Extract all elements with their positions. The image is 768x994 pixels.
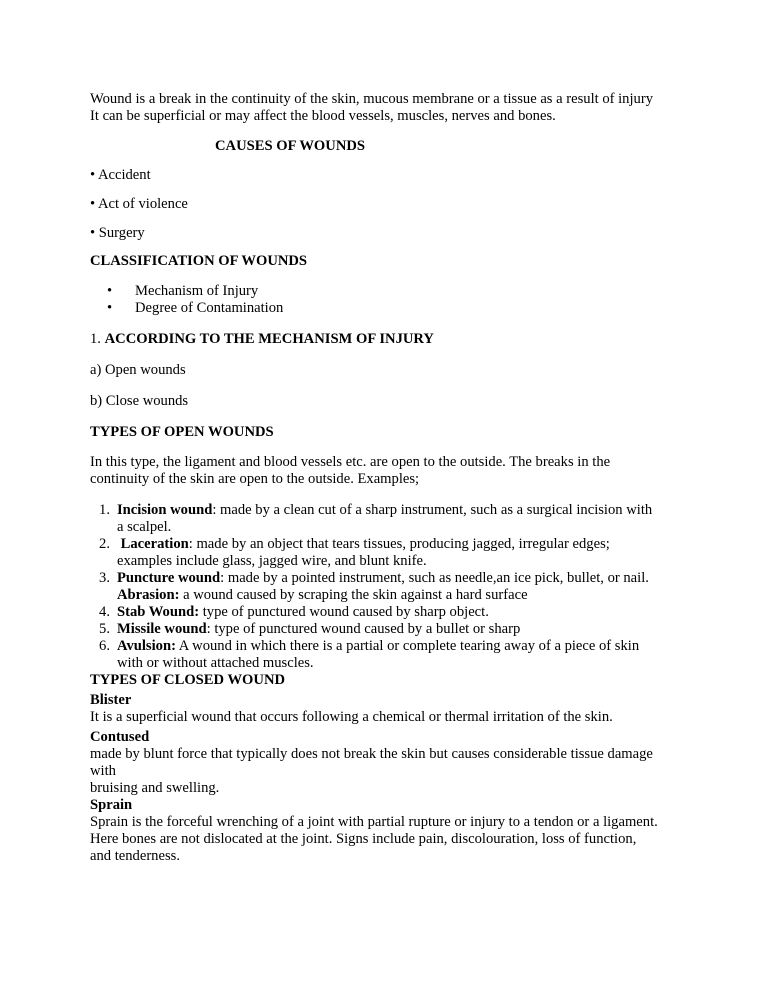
bullet-icon: • <box>90 167 96 183</box>
item-desc: made by a clean cut of a sharp instrument, such as a surgical incision with <box>220 502 653 518</box>
item-separator: : <box>212 502 221 518</box>
blister-heading: Blister <box>90 692 132 708</box>
contused-heading: Contused <box>90 729 150 745</box>
item-separator: : <box>188 536 197 552</box>
classification-text: Degree of Contamination <box>135 300 284 316</box>
item-desc: a wound caused by scraping the skin against a hard surface <box>183 587 528 603</box>
open-wounds-intro <box>90 454 690 488</box>
sprain-line-1: Sprain is the forceful wrenching of a joint with partial rupture or injury to a tendon or a ligament. <box>90 814 658 830</box>
list-item <box>90 536 690 570</box>
cause-text: Surgery <box>98 225 145 241</box>
cause-text: Act of violence <box>97 196 188 212</box>
close-wounds-option: b) Close wounds <box>90 393 189 409</box>
item-number: 3. <box>99 570 110 586</box>
cause-item <box>90 167 690 184</box>
item-number: 6. <box>99 638 110 654</box>
open-wounds-heading: TYPES OF OPEN WOUNDS <box>90 424 274 440</box>
item-term: Stab Wound: <box>117 604 200 620</box>
sprain-line-3: and tenderness. <box>90 848 180 864</box>
classification-text: Mechanism of Injury <box>135 283 259 299</box>
list-item <box>90 604 690 621</box>
list-item <box>90 621 690 638</box>
document-page <box>90 91 690 865</box>
item-term: Incision wound <box>117 502 213 518</box>
item-desc: type of punctured wound caused by sharp object. <box>202 604 489 620</box>
closed-wounds-heading: TYPES OF CLOSED WOUND <box>90 672 286 688</box>
open-wounds-option: a) Open wounds <box>90 362 186 378</box>
intro-paragraph <box>90 91 690 125</box>
list-item <box>90 570 690 587</box>
list-item <box>90 502 690 536</box>
item-desc: made by a pointed instrument, such as needle,an ice pick, bullet, or nail. <box>227 570 649 586</box>
sprain-heading: Sprain <box>90 797 133 813</box>
mechanism-title: ACCORDING TO THE MECHANISM OF INJURY <box>104 331 434 347</box>
list-item <box>90 587 690 604</box>
contused-line-1: made by blunt force that typically does not break the skin but causes considerable tissue damage <box>90 746 653 762</box>
contused-line-3: bruising and swelling. <box>90 780 220 796</box>
cause-item <box>90 196 690 213</box>
bullet-icon: • <box>90 225 96 241</box>
bullet-icon: • <box>107 300 113 316</box>
open-wounds-list <box>90 502 690 672</box>
mechanism-heading <box>90 331 690 348</box>
bullet-icon: • <box>90 196 96 212</box>
causes-heading: CAUSES OF WOUNDS <box>215 138 366 154</box>
item-desc: type of punctured wound caused by a bullet or sharp <box>214 621 521 637</box>
bullet-icon: • <box>107 283 113 299</box>
item-desc: made by an object that tears tissues, producing jagged, irregular edges; <box>196 536 610 552</box>
classification-list <box>90 283 690 317</box>
item-number: 4. <box>99 604 110 620</box>
open-wounds-intro-line-2: continuity of the skin are open to the outside. Examples; <box>90 471 420 487</box>
item-number: 5. <box>99 621 110 637</box>
item-desc-cont: examples include glass, jagged wire, and blunt knife. <box>117 553 427 569</box>
item-term: Laceration <box>117 536 189 552</box>
list-item <box>90 638 690 672</box>
mechanism-number: 1. <box>90 331 101 347</box>
item-number: 2. <box>99 536 110 552</box>
cause-text: Accident <box>97 167 151 183</box>
list-item <box>90 283 690 300</box>
classification-heading: CLASSIFICATION OF WOUNDS <box>90 253 308 269</box>
open-wounds-intro-line-1: In this type, the ligament and blood vessels etc. are open to the outside. The breaks in the <box>90 454 611 470</box>
contused-line-2: with <box>90 763 116 779</box>
sprain-line-2: Here bones are not dislocated at the joint. Signs include pain, discolouration, loss of function, <box>90 831 637 847</box>
blister-text: It is a superficial wound that occurs following a chemical or thermal irritation of the skin. <box>90 709 613 725</box>
item-separator: : <box>206 621 215 637</box>
item-desc-cont: with or without attached muscles. <box>117 655 314 671</box>
intro-line-2: It can be superficial or may affect the blood vessels, muscles, nerves and bones. <box>90 108 556 124</box>
item-number: 1. <box>99 502 110 518</box>
item-term: Missile wound <box>117 621 207 637</box>
cause-item <box>90 225 690 242</box>
item-term: Puncture wound <box>117 570 221 586</box>
list-item <box>90 300 690 317</box>
intro-line-1: Wound is a break in the continuity of the skin, mucous membrane or a tissue as a result of injury <box>90 91 653 107</box>
item-desc-cont: a scalpel. <box>117 519 172 535</box>
item-desc: A wound in which there is a partial or complete tearing away of a piece of skin <box>178 638 640 654</box>
item-term: Abrasion: <box>117 587 180 603</box>
item-term: Avulsion: <box>117 638 176 654</box>
item-separator: : <box>220 570 228 586</box>
